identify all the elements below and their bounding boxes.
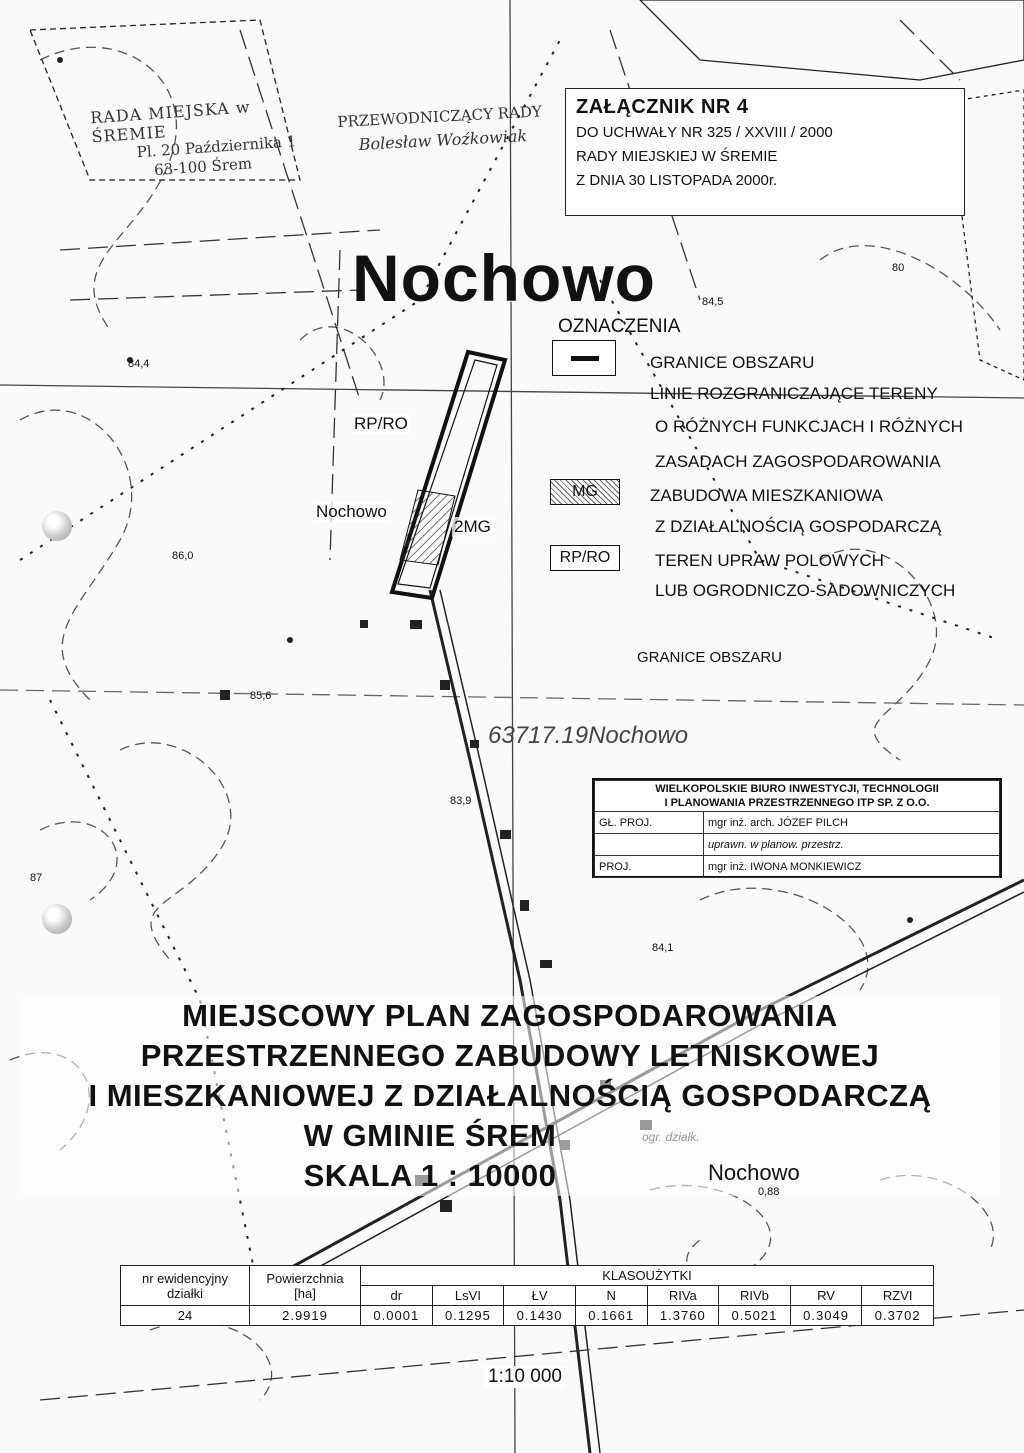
parcel-col-header [121, 1266, 250, 1306]
village-title: Nochowo [352, 241, 656, 315]
legend-text-boundary-4: ZASADACH ZAGOSPODAROWANIA [655, 452, 941, 471]
scale-label: 1:10 000 [484, 1366, 566, 1388]
cell-rivb: 0.5021 [719, 1306, 791, 1326]
spot-height-5: 84,1 [652, 942, 674, 954]
punch-hole-top [42, 511, 72, 541]
cell-lsvi: 0.1295 [432, 1306, 504, 1326]
council-stamp-name: RADA MIEJSKA w ŚREMIE [89, 97, 252, 147]
council-stamp-street: Pl. 20 Października 1 [136, 132, 297, 162]
attachment-title: ZAŁĄCZNIK NR 4 [576, 96, 749, 118]
plan-village-name [708, 1160, 800, 1198]
legend-text-boundary-1: GRANICE OBSZARU [650, 353, 815, 372]
plan-title-line-3: I MIESZKANIOWEJ Z DZIAŁALNOŚCIĄ GOSPODARCZĄ [20, 1076, 1000, 1116]
spot-height-7: 85,6 [250, 690, 272, 702]
cell-lv: 0.1430 [504, 1306, 576, 1326]
class-header-rivb: RIVb [719, 1286, 791, 1306]
attachment-line-date: Z DNIA 30 LISTOPADA 2000r. [576, 172, 778, 189]
attachment-line-council: RADY MIEJSKIEJ W ŚREMIE [576, 148, 778, 165]
office-role-designer: PROJ. [595, 856, 704, 878]
attachment-header-box [565, 88, 965, 216]
area-col-header-2: [ha] [294, 1285, 316, 1301]
chairman-stamp-name: Bolesław Woźkowiak [358, 126, 528, 154]
plan-title-scale: SKALA 1 : 10000 [20, 1156, 1000, 1196]
class-header-lv: ŁV [504, 1286, 576, 1306]
legend-text-boundary-2: LINIE ROZGRANICZAJĄCE TERENY [650, 384, 938, 403]
map-label-mg: 2MG [454, 517, 491, 536]
spot-height-3: 83,9 [450, 795, 472, 807]
legend-symbol-rpro: RP/RO [550, 545, 620, 571]
office-person-chief: mgr inż. arch. JÓZEF PILCH [704, 812, 1000, 834]
spot-height-6: 84,4 [128, 358, 150, 370]
class-header-rv: RV [790, 1286, 862, 1306]
office-note-chief: uprawn. w planow. przestrz. [704, 834, 1000, 856]
plan-title [20, 996, 1000, 1196]
cell-area: 2.9919 [250, 1306, 361, 1326]
boundary-caption: GRANICE OBSZARU [637, 649, 783, 666]
cell-rzvi: 0.3702 [862, 1306, 934, 1326]
map-label-district: 63717.19Nochowo [488, 722, 689, 749]
cell-dr: 0.0001 [361, 1306, 433, 1326]
map-label-rpro: RP/RO [354, 414, 408, 433]
spot-height-4: 87 [30, 872, 43, 884]
table-row [121, 1306, 934, 1326]
class-header-lsvi: LsVI [432, 1286, 504, 1306]
cell-rv: 0.3049 [790, 1306, 862, 1326]
area-col-header [250, 1266, 361, 1306]
office-firm-line-1: WIELKOPOLSKIE BIURO INWESTYCJI, TECHNOLOGII [655, 783, 939, 795]
class-header-n: N [575, 1286, 647, 1306]
class-header-dr: dr [361, 1286, 433, 1306]
spot-height-2: 86,0 [172, 550, 194, 562]
office-role-chief: GŁ. PROJ. [595, 812, 704, 834]
spot-height-8: 80 [892, 262, 905, 274]
office-firm [595, 781, 1000, 812]
chairman-stamp-title: PRZEWODNICZĄCY RADY [337, 102, 543, 132]
map-label-nochowo: Nochowo [316, 502, 387, 521]
legend-text-rpro-1: TEREN UPRAW POLOWYCH [655, 551, 884, 570]
plan-title-line-1: MIEJSCOWY PLAN ZAGOSPODAROWANIA [20, 996, 1000, 1036]
cell-parcel: 24 [121, 1306, 250, 1326]
land-class-group-header: KLASOUŻYTKI [361, 1266, 934, 1286]
class-header-riva: RIVa [647, 1286, 719, 1306]
legend-text-rpro-2: LUB OGRODNICZO-SADOWNICZYCH [655, 581, 956, 600]
cell-n: 0.1661 [575, 1306, 647, 1326]
office-person-designer: mgr inż. IWONA MONKIEWICZ [704, 856, 1000, 878]
design-office-table [594, 780, 1000, 878]
legend-text-mg-1: ZABUDOWA MIESZKANIOWA [650, 486, 883, 505]
legend-text-mg-2: Z DZIAŁALNOŚCIĄ GOSPODARCZĄ [655, 517, 942, 536]
cell-riva: 1.3760 [647, 1306, 719, 1326]
plan-title-line-4: W GMINIE ŚREM [20, 1116, 1000, 1156]
plan-village-label: Nochowo [708, 1160, 800, 1185]
spot-height-1: 84,5 [702, 296, 724, 308]
design-office-box [592, 778, 1002, 878]
office-firm-line-2: I PLANOWANIA PRZESTRZENNEGO ITP SP. Z O.O. [664, 797, 930, 809]
attachment-line-resolution: DO UCHWAŁY NR 325 / XXVIII / 2000 [576, 124, 833, 141]
legend-heading: OZNACZENIA [558, 316, 681, 337]
legend-text-boundary-3: O RÓŻNYCH FUNKCJACH I RÓŻNYCH [655, 417, 963, 436]
legend-symbol-mg: MG [550, 479, 620, 505]
plan-title-line-2: PRZESTRZENNEGO ZABUDOWY LETNISKOWEJ [20, 1036, 1000, 1076]
area-col-header-1: Powierzchnia [266, 1270, 344, 1286]
council-stamp-city: 63-100 Śrem [153, 154, 253, 180]
parcel-col-header-2: działki [166, 1285, 204, 1301]
parcel-table [120, 1265, 934, 1326]
legend-symbol-boundary [552, 340, 616, 376]
office-role-empty [595, 834, 704, 856]
class-header-rzvi: RZVI [862, 1286, 934, 1306]
parcel-col-header-1: nr ewidencyjny [142, 1270, 228, 1286]
plan-village-sub: 0,88 [758, 1186, 780, 1198]
punch-hole-bottom [42, 904, 72, 934]
